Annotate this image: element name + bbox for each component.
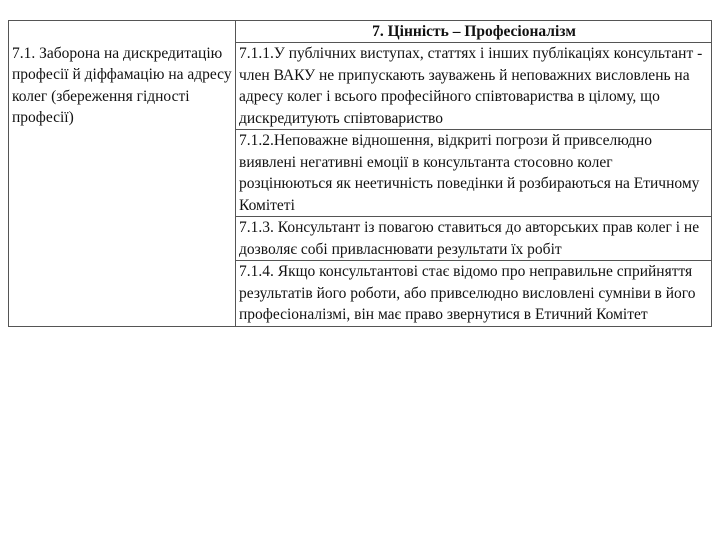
header-blank-cell	[9, 21, 236, 43]
rule-7-1-4	[236, 261, 712, 327]
rule-text: 7.1.3. Консультант із повагою ставиться до авторських прав колег і не дозволяє собі привласнювати результати їх робіт	[239, 219, 700, 258]
rule-text: 7.1.4. Якщо консультантові стає відомо про неправильне сприйняття результатів його роботи, або привселюдно висловлені сумніви в його професіоналізмі, він має право звернутися в Етичний Комітет	[239, 263, 696, 323]
rule-7-1-2	[236, 130, 712, 217]
rule-7-1-1	[236, 43, 712, 130]
rule-row	[9, 43, 712, 130]
section-title: 7. Цінність – Професіоналізм	[236, 21, 712, 43]
rule-7-1-3	[236, 217, 712, 261]
header-row	[9, 21, 712, 43]
ethics-table	[8, 20, 712, 327]
rule-text: 7.1.2.Неповажне відношення, відкриті погрози й привселюдно виявлені негативні емоції в консультанта стосовно колег розцінюються як неетичність поведінки й розбираються на Етичному Комітеті	[239, 132, 700, 214]
rule-text: 7.1.1.У публічних виступах, статтях і інших публікаціях консультант - член ВАКУ не припускають зауважень й неповажних висловлень на адресу колег і всього професійного співтовариства в цілому, що дискредитують співтовариство	[239, 45, 703, 127]
left-heading: 7.1. Заборона на дискредитацію професії й діффамацію на адресу колег (збереження гідності професії)	[9, 43, 236, 327]
